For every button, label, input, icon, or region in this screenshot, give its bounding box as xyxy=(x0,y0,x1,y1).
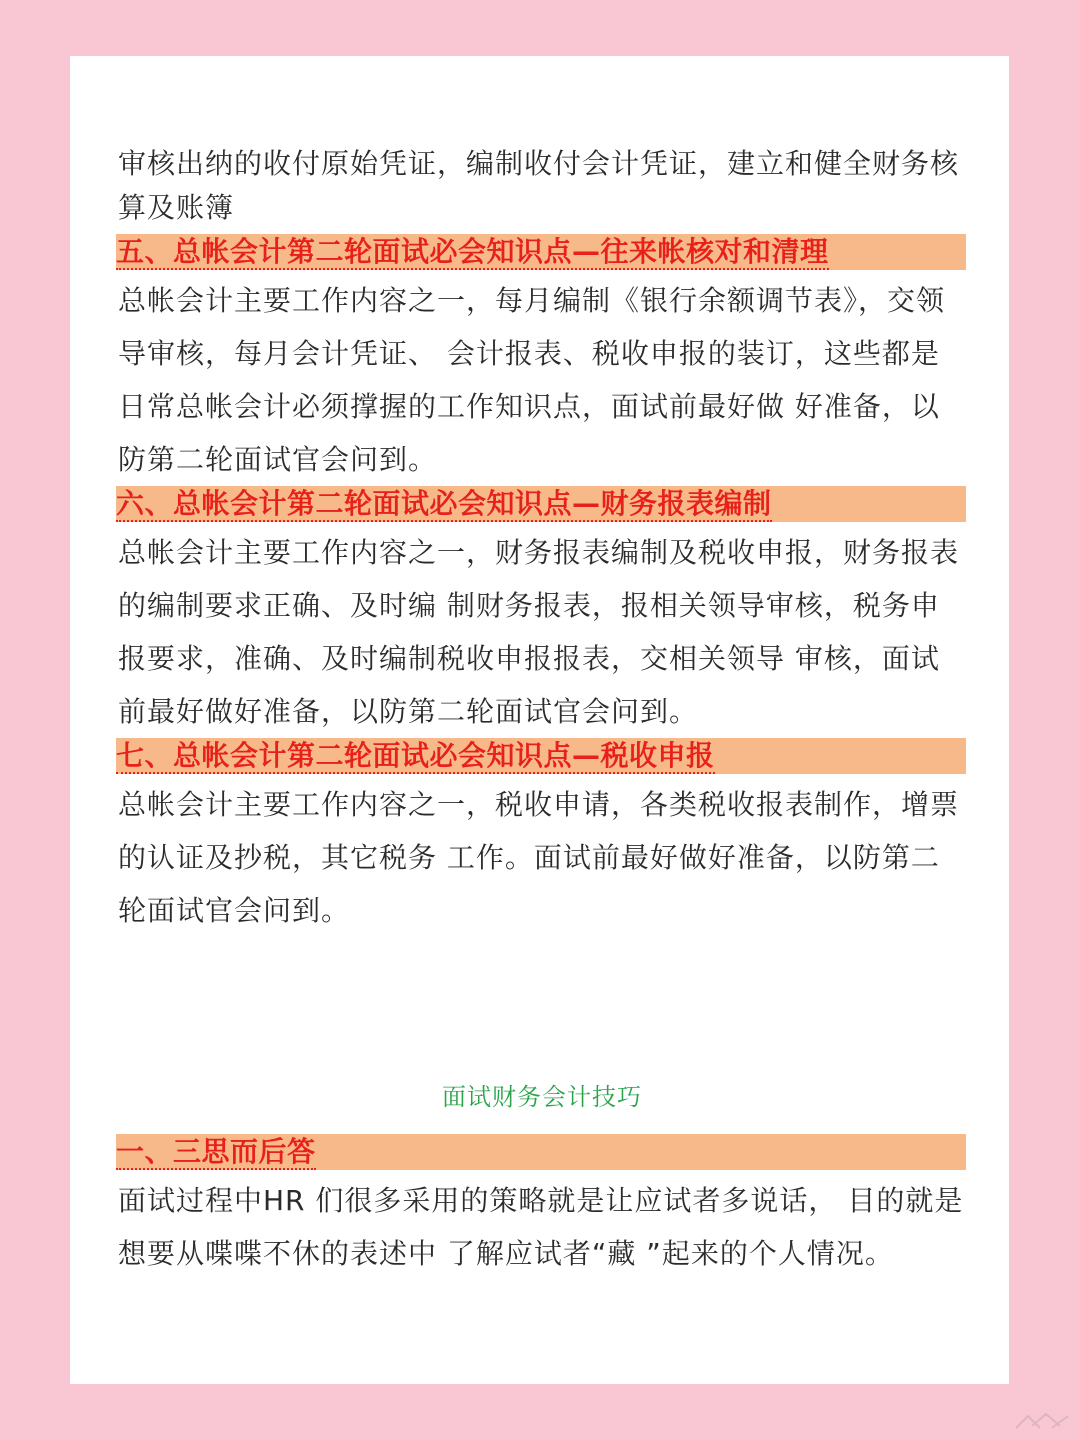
document-content xyxy=(118,142,966,1280)
section-heading-5 xyxy=(116,234,966,270)
tip-heading-1 xyxy=(116,1134,966,1170)
watermark-icon xyxy=(1012,1408,1072,1434)
tip-body-1: 面试过程中HR 们很多采用的策略就是让应试者多说话， 目的就是想要从喋喋不休的表述中 了解应试者“藏 ”起来的个人情况。 xyxy=(118,1184,964,1270)
section-heading-6 xyxy=(116,486,966,522)
document-page xyxy=(70,56,1009,1384)
section-body-6: 总帐会计主要工作内容之一，财务报表编制及税收申报，财务报表的编制要求正确、及时编 制财务报表，报相关领导审核，税务申报要求，准确、及时编制税收申报报表，交相关领导 审核，面试前最好做好准备，以防第二轮面试官会问到。 xyxy=(118,536,960,728)
tip-heading-1-text: 一、三思而后答 xyxy=(116,1135,316,1168)
section-heading-6-text: 六、总帐会计第二轮面试必会知识点—财务报表编制 xyxy=(116,487,772,520)
section-body-7: 总帐会计主要工作内容之一，税收申请，各类税收报表制作，增票的认证及抄税，其它税务 工作。面试前最好做好准备，以防第二轮面试官会问到。 xyxy=(118,788,960,927)
section-heading-7-text: 七、总帐会计第二轮面试必会知识点—税收申报 xyxy=(116,739,715,772)
section-body-5: 总帐会计主要工作内容之一，每月编制《银行余额调节表》，交领导审核，每月会计凭证、 会计报表、税收申报的装订，这些都是日常总帐会计必须撑握的工作知识点，面试前最好做 好准备，以防第二轮面试官会问到。 xyxy=(118,284,946,476)
tips-subtitle: 面试财务会计技巧 xyxy=(442,1083,642,1111)
section-heading-7 xyxy=(116,738,966,774)
section-heading-5-text: 五、总帐会计第二轮面试必会知识点—往来帐核对和清理 xyxy=(116,235,829,268)
intro-paragraph: 审核出纳的收付原始凭证，编制收付会计凭证，建立和健全财务核算及账簿 xyxy=(118,147,960,224)
